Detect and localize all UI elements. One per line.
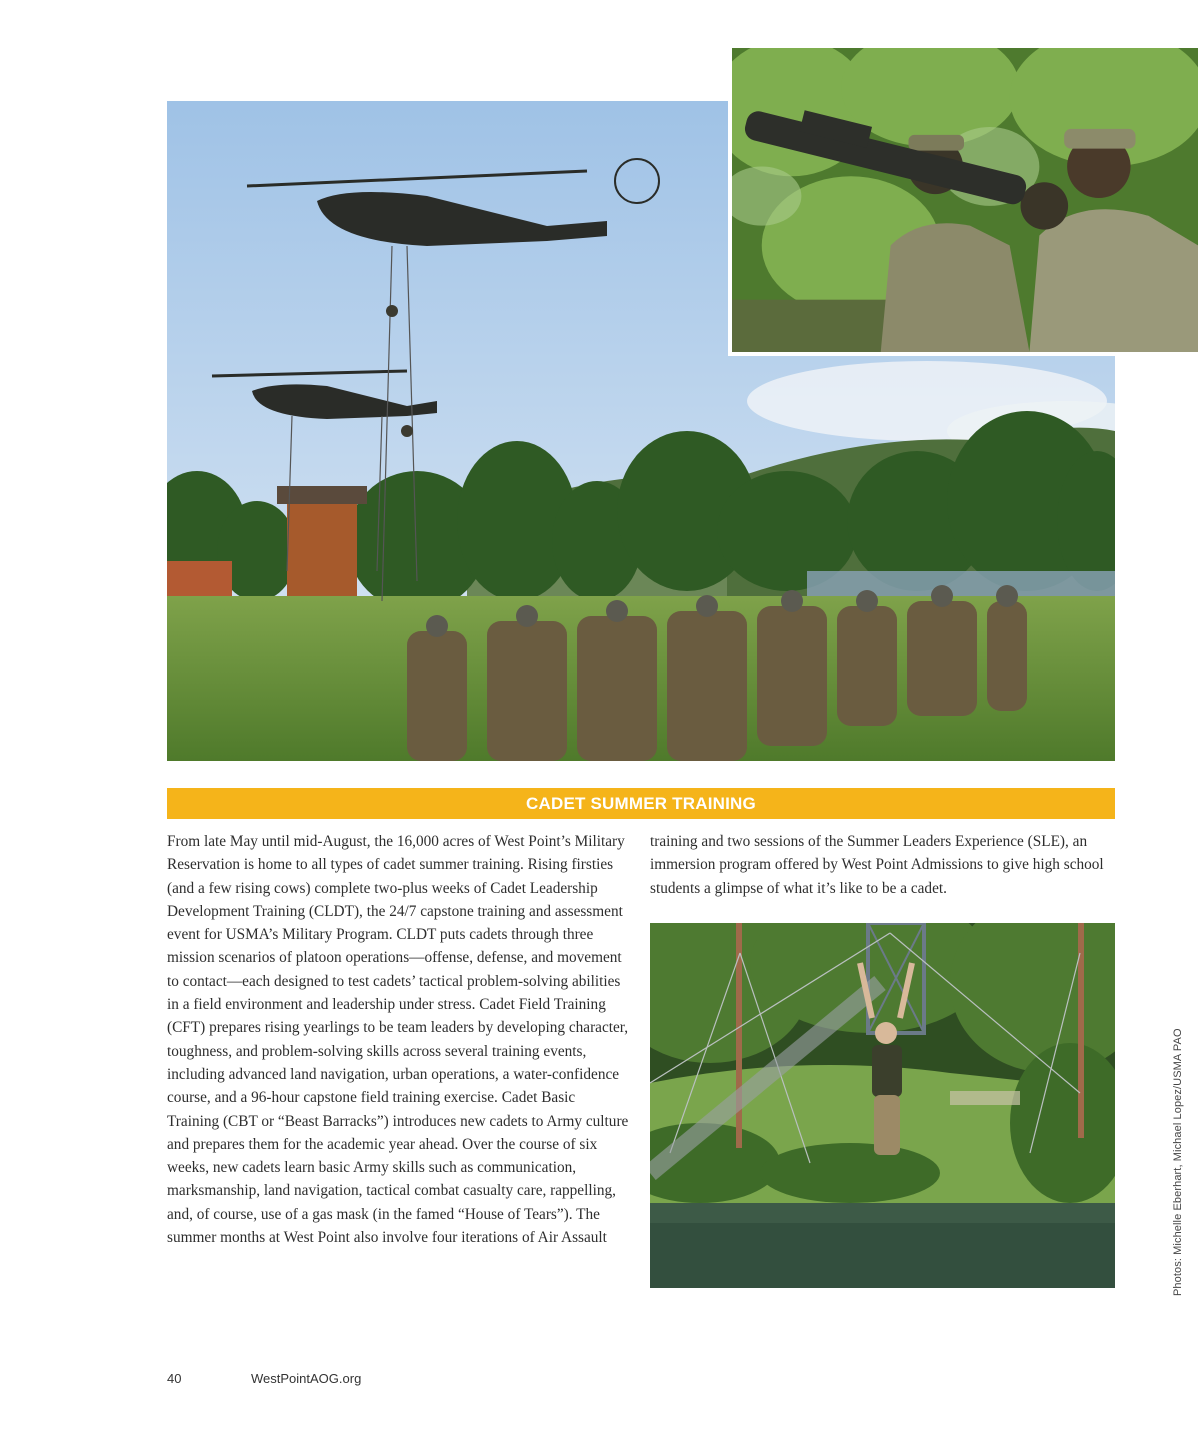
section-title-bar	[167, 788, 1115, 819]
site-url[interactable]: WestPointAOG.org	[251, 1371, 362, 1386]
page-number: 40	[167, 1371, 182, 1386]
section-title: CADET SUMMER TRAINING	[526, 793, 756, 813]
body-text-right-column: training and two sessions of the Summer Leaders Experience (SLE), an immersion program offered by West Point Admissions to give high school students a glimpse of what it’s like to be a cadet.	[650, 833, 1104, 897]
body-text-left-column: From late May until mid-August, the 16,000 acres of West Point’s Military Reservation is home to all types of cadet summer training. Rising firsties (and a few rising cows) complete two-plus weeks of Cadet Leadership Development Training (CLDT), the 24/7 capstone training and assessment event for USMA’s Military Program. CLDT puts cadets through three mission scenarios of platoon operations—offense, defense, and movement to contact—each designed to test cadets’ tactical problem-solving abilities in a field environment and leadership under stress. Cadet Field Training (CFT) prepares rising yearlings to be team leaders by developing character, toughness, and problem-solving skills across several training events, including advanced land navigation, urban operations, a water-confidence course, and a 96-hour capstone field training exercise. Cadet Basic Training (CBT or “Beast Barracks”) introduces new cadets to Army culture and prepares them for the academic year ahead. Over the course of six weeks, new cadets learn basic Army skills such as communication, marksmanship, land navigation, tactical combat casualty care, rappelling, and, of course, use of a gas mask (in the famed “House of Tears”). The summer months at West Point also involve four iterations of Air Assault	[167, 833, 629, 1247]
photo-water-confidence-zipline	[650, 923, 1115, 1288]
photo-credit: Photos: Michelle Eberhart, Michael Lopez/USMA PAO	[1172, 1028, 1184, 1296]
photo-cadets-launcher	[728, 48, 1198, 356]
